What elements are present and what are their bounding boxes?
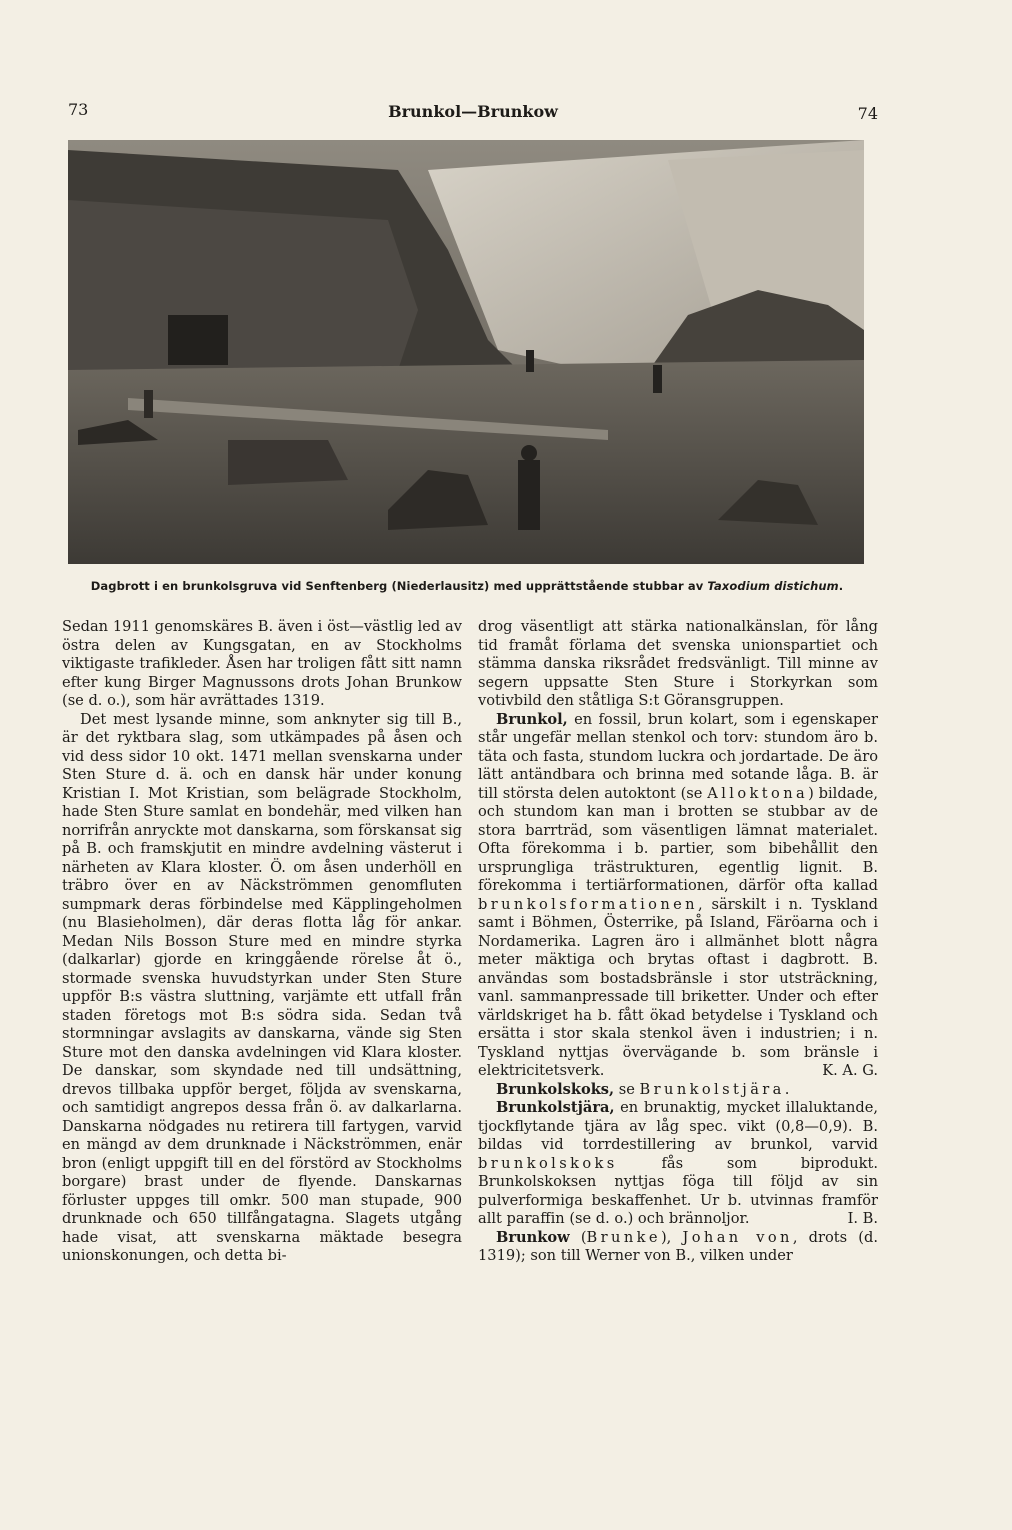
paragraph-battle-continued: drog väsentligt att stärka nationalkänslan, för lång tid framåt förlama det svenska unionspartiet och stämma danska riksrådet fredsvänligt. Till minne av segern uppsatte Sten Sture i Storkyrkan som votivbild den ståtliga S:t Göransgruppen. [478,618,878,709]
paragraph-battle-1471: Det mest lysande minne, som anknyter sig till B., är det ryktbara slag, som utkämpades på åsen och vid dess sidor 10 okt. 1471 mellan svenskarna under Sten Sture d. ä. och en dansk här under konung Kristian I. Mot Kristian, som belägrade Stockholm, hade Sten Sture samlat en bondehär, med vilken han norrifrån anryckte mot danskarna, som förskansat sig på B. och framskjutit en mindre avdelning västerut i närheten av Klara kloster. Ö. om åsen underhöll en träbro över en av Näckströmmen genomfluten sumpmark deras förbindelse med Käpplingeholmen (nu Blasieholmen), där deras flotta låg för ankar. Medan Nils Bosson Sture med en mindre styrka (dalkarlar) gjorde en kringgående rörelse åt ö., stormade svenska huvudstyrkan under Sten Sture uppför B:s västra sluttning, varjämte ett utfall från staden företogs mot B:s södra sida. Sedan två stormningar avslagits av danskarna, vände sig Sten Sture mot den danska avdelningen vid Klara kloster. De danskar, som skyndade ned till undsättning, drevos tillbaka uppför berget, följda av svenskarna, och samtidigt angrepos dessa från ö. av dalkarlarna. Danskarna nödgades nu retirera till fartygen, varvid en mängd av dem drunknade i Näckströmmen, enär bron (enligt uppgift till en del förstörd av Stockholms borgare) brast under de flyende. Danskarnas förluster uppges till omkr. 500 man stupade, 900 drunknade och 650 tillfångatagna. Slagets utgång hade visat, att svenskarna mäktade besegra unionskonungen, och detta bi- [62,710,462,1264]
page-header [68,100,878,128]
cross-reference: Brunkolstjära [639,1080,785,1098]
headword-brunkow: Brunkow [496,1228,570,1246]
running-title: Brunkol—Brunkow [388,102,558,121]
page-number-right: 74 [857,104,878,123]
figure-caption [62,579,872,593]
author-signature: K. A. G. [822,1062,878,1079]
left-column [62,618,462,1266]
caption-text: Dagbrott i en brunkolsgruva vid Senftenberg (Niederlausitz) med upprättstående stubbar av [90,579,708,593]
right-column [478,618,878,1266]
paragraph-brunkebergsasen-street: Sedan 1911 genomskäres B. även i öst—västlig led av östra delen av Kungsgatan, en av Stockholms viktigaste trafikleder. Åsen har troligen fått sitt namn efter kung Birger Magnussons drots Johan Brunkow (se d. o.), som här avrättades 1319. [62,618,462,709]
headword-brunkol: Brunkol, [496,710,568,728]
headword-brunkolskoks: Brunkolskoks, [496,1080,615,1098]
entry-brunkow: Brunkow (Brunke), Johan von, drots (d. 1319); son till Werner von B., vilken under [478,1228,878,1264]
cross-reference: Brunke [586,1228,661,1246]
caption-species-name: Taxodium distichum [707,579,839,593]
author-signature: I. B. [847,1210,878,1227]
person-name: Johan von [682,1228,793,1246]
entry-brunkolskoks: Brunkolskoks, se Brunkolstjära. [496,1080,790,1098]
caption-end: . [838,579,844,593]
cross-reference: brunkolsformationen [478,895,698,913]
page-number-left: 73 [68,100,89,119]
mine-photograph [68,140,864,564]
headword-brunkolstjara: Brunkolstjära, [496,1099,615,1116]
entry-brunkolstjara: Brunkolstjära, en brunaktig, mycket illaluktande, tjockflytande tjära av låg spec. vikt (0,8—0,9). B. bildas vid torrdestillering av brunkol, varvid brunkolskoks fås som biprodukt. Brunkolskoksen nyttjas föga till följd av sin pulverformiga beskaffenhet. Ur b. utvinnas framför allt paraffin (se d. o.) och brännoljor. I. B. [478,1099,878,1227]
cross-reference: Alloktona [707,784,809,802]
entry-brunkol: Brunkol, en fossil, brun kolart, som i egenskaper står ungefär mellan stenkol och torv: stundom äro b. täta och fasta, stundom luckra och jordartade. De äro lätt antändbara och brinna med sotande låga. B. är till största delen autoktont (se Alloktona) bildade, och stundom kan man i brotten se stubbar av de stora barrträd, som väsentligen lämnat materialet. Ofta förekomma i b. partier, som bibehållit den ursprungliga trästrukturen, egentlig lignit. B. förekomma i tertiärformationen, därför ofta kallad brunkolsformationen, särskilt i n. Tyskland samt i Böhmen, Österrike, på Island, Färöarna och i Nordamerika. Lagren äro i allmänhet blott några meter mäktiga och brytas oftast i dagbrott. B. användas som bostadsbränsle i stor utsträckning, vanl. sammanpressade till briketter. Under och efter världskriget ha b. fått ökad betydelse i Tyskland och ersätta i stor skala stenkol även i industrien; i n. Tyskland nyttjas övervägande b. som bränsle i elektricitetsverk. K. A. G. [478,710,878,1079]
cross-reference: brunkolskoks [478,1154,618,1172]
